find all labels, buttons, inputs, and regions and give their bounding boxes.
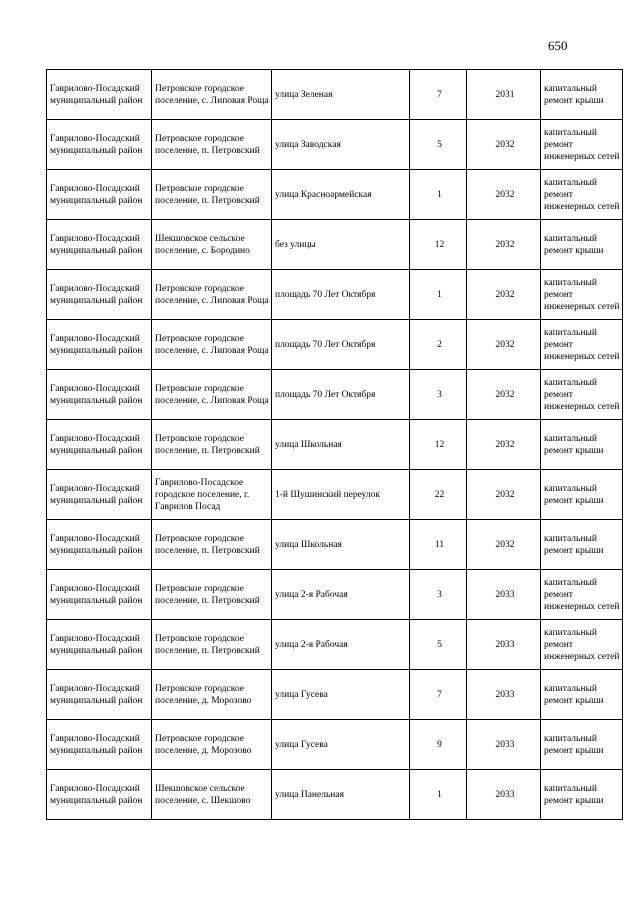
cell-street: 1-й Шушинский переулок <box>272 470 410 520</box>
cell-settlement: Петровское городское поселение, п. Петровский <box>152 420 272 470</box>
cell-year: 2033 <box>467 720 541 770</box>
cell-work-type: капитальный ремонт инженерных сетей <box>541 120 623 170</box>
cell-street: улица Гусева <box>272 720 410 770</box>
cell-year: 2032 <box>467 470 541 520</box>
cell-district: Гаврилово-Посадский муниципальный район <box>47 770 152 820</box>
cell-work-type: капитальный ремонт крыши <box>541 420 623 470</box>
cell-street: без улицы <box>272 220 410 270</box>
cell-settlement: Петровское городское поселение, с. Липовая Роща <box>152 320 272 370</box>
cell-work-type: капитальный ремонт инженерных сетей <box>541 620 623 670</box>
cell-street: улица Зеленая <box>272 70 410 120</box>
table-row <box>47 520 623 570</box>
cell-street: улица Школьная <box>272 420 410 470</box>
cell-work-type: капитальный ремонт инженерных сетей <box>541 370 623 420</box>
cell-settlement: Петровское городское поселение, п. Петровский <box>152 170 272 220</box>
cell-year: 2032 <box>467 370 541 420</box>
cell-district: Гаврилово-Посадский муниципальный район <box>47 420 152 470</box>
cell-work-type: капитальный ремонт крыши <box>541 220 623 270</box>
cell-street: улица Панельная <box>272 770 410 820</box>
cell-year: 2033 <box>467 570 541 620</box>
cell-street: площадь 70 Лет Октября <box>272 370 410 420</box>
cell-house-number: 12 <box>410 220 467 270</box>
cell-work-type: капитальный ремонт крыши <box>541 470 623 520</box>
cell-house-number: 1 <box>410 170 467 220</box>
table-row <box>47 720 623 770</box>
cell-house-number: 3 <box>410 370 467 420</box>
cell-house-number: 7 <box>410 70 467 120</box>
cell-district: Гаврилово-Посадский муниципальный район <box>47 570 152 620</box>
cell-settlement: Петровское городское поселение, п. Петровский <box>152 570 272 620</box>
cell-house-number: 9 <box>410 720 467 770</box>
cell-street: улица Школьная <box>272 520 410 570</box>
cell-work-type: капитальный ремонт крыши <box>541 720 623 770</box>
cell-settlement: Петровское городское поселение, п. Петровский <box>152 120 272 170</box>
cell-house-number: 11 <box>410 520 467 570</box>
cell-house-number: 1 <box>410 770 467 820</box>
cell-house-number: 5 <box>410 120 467 170</box>
cell-settlement: Петровское городское поселение, д. Морозово <box>152 720 272 770</box>
cell-year: 2032 <box>467 220 541 270</box>
table-row <box>47 220 623 270</box>
cell-year: 2031 <box>467 70 541 120</box>
cell-street: улица Гусева <box>272 670 410 720</box>
cell-district: Гаврилово-Посадский муниципальный район <box>47 120 152 170</box>
cell-year: 2033 <box>467 670 541 720</box>
table-row <box>47 420 623 470</box>
cell-work-type: капитальный ремонт инженерных сетей <box>541 170 623 220</box>
cell-district: Гаврилово-Посадский муниципальный район <box>47 720 152 770</box>
cell-district: Гаврилово-Посадский муниципальный район <box>47 670 152 720</box>
cell-street: площадь 70 Лет Октября <box>272 270 410 320</box>
cell-year: 2032 <box>467 520 541 570</box>
cell-house-number: 2 <box>410 320 467 370</box>
table-row <box>47 320 623 370</box>
cell-year: 2033 <box>467 770 541 820</box>
cell-street: площадь 70 Лет Октября <box>272 320 410 370</box>
table-row <box>47 770 623 820</box>
cell-district: Гаврилово-Посадский муниципальный район <box>47 520 152 570</box>
table-row <box>47 270 623 320</box>
cell-work-type: капитальный ремонт крыши <box>541 770 623 820</box>
cell-settlement: Шекшовское сельское поселение, с. Шекшово <box>152 770 272 820</box>
cell-year: 2032 <box>467 420 541 470</box>
table-row <box>47 670 623 720</box>
cell-street: улица 2-я Рабочая <box>272 620 410 670</box>
cell-year: 2032 <box>467 170 541 220</box>
table-row <box>47 370 623 420</box>
table-row <box>47 170 623 220</box>
cell-street: улица Заводская <box>272 120 410 170</box>
page-number: 650 <box>548 38 568 53</box>
cell-street: улица Красноармейская <box>272 170 410 220</box>
cell-work-type: капитальный ремонт крыши <box>541 520 623 570</box>
cell-district: Гаврилово-Посадский муниципальный район <box>47 620 152 670</box>
cell-work-type: капитальный ремонт инженерных сетей <box>541 270 623 320</box>
cell-district: Гаврилово-Посадский муниципальный район <box>47 370 152 420</box>
cell-year: 2032 <box>467 320 541 370</box>
cell-settlement: Гаврилово-Посадское городское поселение, г. Гаврилов Посад <box>152 470 272 520</box>
cell-house-number: 22 <box>410 470 467 520</box>
cell-settlement: Петровское городское поселение, с. Липовая Роща <box>152 70 272 120</box>
cell-work-type: капитальный ремонт инженерных сетей <box>541 570 623 620</box>
cell-house-number: 1 <box>410 270 467 320</box>
cell-settlement: Шекшовское сельское поселение, с. Бородино <box>152 220 272 270</box>
cell-house-number: 12 <box>410 420 467 470</box>
table-row <box>47 120 623 170</box>
table-row <box>47 70 623 120</box>
cell-year: 2033 <box>467 620 541 670</box>
cell-street: улица 2-я Рабочая <box>272 570 410 620</box>
cell-settlement: Петровское городское поселение, с. Липовая Роща <box>152 370 272 420</box>
cell-district: Гаврилово-Посадский муниципальный район <box>47 220 152 270</box>
cell-house-number: 7 <box>410 670 467 720</box>
cell-year: 2032 <box>467 120 541 170</box>
cell-work-type: капитальный ремонт крыши <box>541 70 623 120</box>
cell-district: Гаврилово-Посадский муниципальный район <box>47 270 152 320</box>
cell-house-number: 3 <box>410 570 467 620</box>
table-row <box>47 570 623 620</box>
cell-work-type: капитальный ремонт крыши <box>541 670 623 720</box>
cell-district: Гаврилово-Посадский муниципальный район <box>47 70 152 120</box>
cell-year: 2032 <box>467 270 541 320</box>
cell-house-number: 5 <box>410 620 467 670</box>
repair-schedule-table <box>46 69 623 820</box>
cell-settlement: Петровское городское поселение, с. Липовая Роща <box>152 270 272 320</box>
cell-settlement: Петровское городское поселение, д. Морозово <box>152 670 272 720</box>
table-body <box>47 70 623 820</box>
table-row <box>47 620 623 670</box>
cell-district: Гаврилово-Посадский муниципальный район <box>47 470 152 520</box>
cell-work-type: капитальный ремонт инженерных сетей <box>541 320 623 370</box>
cell-district: Гаврилово-Посадский муниципальный район <box>47 320 152 370</box>
cell-district: Гаврилово-Посадский муниципальный район <box>47 170 152 220</box>
table-row <box>47 470 623 520</box>
cell-settlement: Петровское городское поселение, п. Петровский <box>152 520 272 570</box>
cell-settlement: Петровское городское поселение, п. Петровский <box>152 620 272 670</box>
